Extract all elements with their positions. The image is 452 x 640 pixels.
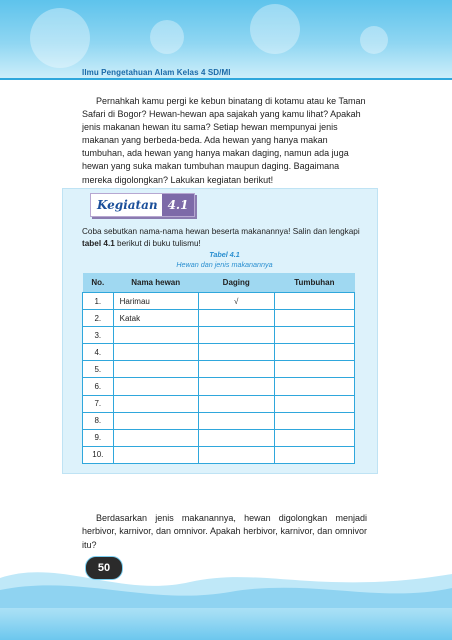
header-name: Nama hewan — [113, 273, 198, 293]
table-row — [83, 344, 355, 361]
cell-name — [113, 378, 198, 395]
cell-no: 9. — [83, 429, 114, 446]
intro-text: Pernahkah kamu pergi ke kebun binatang di kotamu atau ke Taman Safari di Bogor? Hewan-hewan apa sajakah yang kamu lihat? Apakah jenis makanan hewan itu sama? Setiap hewan mempunyai jenis makanan yang berbeda-beda. Ada hewan yang hanya makan tumbuhan, ada hewan yang hanya makan daging, namun ada juga hewan yang suka makan tumbuhan maupun daging. Bagaimana mereka digolongkan? Lakukan kegiatan berikut! — [82, 96, 366, 185]
cell-name — [113, 446, 198, 463]
table-caption-title: Hewan dan jenis makanannya — [176, 259, 273, 269]
table-row — [83, 412, 355, 429]
table-row — [83, 327, 355, 344]
cell-meat — [198, 344, 274, 361]
cell-no: 8. — [83, 412, 114, 429]
cell-name: Harimau — [113, 293, 198, 310]
cell-plant — [274, 310, 354, 327]
table-header-row — [83, 273, 355, 293]
instruction-part: berikut di buku tulismu! — [114, 239, 201, 248]
cell-meat: √ — [198, 293, 274, 310]
cell-meat — [198, 378, 274, 395]
cell-meat — [198, 361, 274, 378]
table-row — [83, 429, 355, 446]
cell-name — [113, 395, 198, 412]
footer-wave — [0, 548, 452, 608]
activity-instruction — [82, 226, 367, 250]
table-row — [83, 293, 355, 310]
cell-no: 10. — [83, 446, 114, 463]
cell-meat — [198, 429, 274, 446]
activity-label-word: Kegiatan — [91, 194, 162, 216]
cell-plant — [274, 293, 354, 310]
closing-paragraph — [82, 512, 367, 552]
cell-meat — [198, 446, 274, 463]
cell-plant — [274, 344, 354, 361]
table-row — [83, 310, 355, 327]
cell-name — [113, 429, 198, 446]
header-meat: Daging — [198, 273, 274, 293]
cell-name — [113, 327, 198, 344]
table-row — [83, 361, 355, 378]
cell-plant — [274, 378, 354, 395]
cell-plant — [274, 395, 354, 412]
table-caption — [82, 250, 367, 269]
cell-no: 7. — [83, 395, 114, 412]
cell-meat — [198, 310, 274, 327]
cell-name — [113, 361, 198, 378]
table-row — [83, 378, 355, 395]
cell-name: Katak — [113, 310, 198, 327]
table-row — [83, 395, 355, 412]
activity-label — [90, 193, 195, 217]
instruction-part: Coba sebutkan nama-nama hewan beserta makanannya! Salin dan lengkapi — [82, 227, 360, 236]
cell-plant — [274, 412, 354, 429]
instruction-table-ref: tabel 4.1 — [82, 239, 115, 248]
header-band — [0, 0, 452, 78]
table-row — [83, 446, 355, 463]
header-no: No. — [83, 273, 114, 293]
cell-no: 3. — [83, 327, 114, 344]
decorative-bubble — [360, 26, 388, 54]
intro-paragraph — [82, 95, 367, 187]
table-caption-number: Tabel 4.1 — [209, 250, 240, 259]
cell-name — [113, 412, 198, 429]
decorative-bubble — [30, 8, 90, 68]
cell-no: 1. — [83, 293, 114, 310]
cell-no: 4. — [83, 344, 114, 361]
cell-plant — [274, 446, 354, 463]
cell-no: 5. — [83, 361, 114, 378]
cell-no: 2. — [83, 310, 114, 327]
cell-plant — [274, 429, 354, 446]
cell-name — [113, 344, 198, 361]
cell-plant — [274, 361, 354, 378]
animal-food-table — [82, 273, 355, 464]
header-divider — [0, 78, 452, 80]
decorative-bubble — [250, 4, 300, 54]
cell-meat — [198, 327, 274, 344]
activity-label-number: 4.1 — [162, 194, 195, 216]
decorative-bubble — [150, 20, 184, 54]
cell-plant — [274, 327, 354, 344]
closing-text: Berdasarkan jenis makanannya, hewan digolongkan menjadi herbivor, karnivor, dan omnivor. Apakah herbivor, karnivor, dan omnivor itu? — [82, 513, 367, 550]
running-head: Ilmu Pengetahuan Alam Kelas 4 SD/MI — [82, 68, 231, 77]
header-plant: Tumbuhan — [274, 273, 354, 293]
page-number: 50 — [85, 556, 123, 580]
cell-no: 6. — [83, 378, 114, 395]
cell-meat — [198, 395, 274, 412]
cell-meat — [198, 412, 274, 429]
